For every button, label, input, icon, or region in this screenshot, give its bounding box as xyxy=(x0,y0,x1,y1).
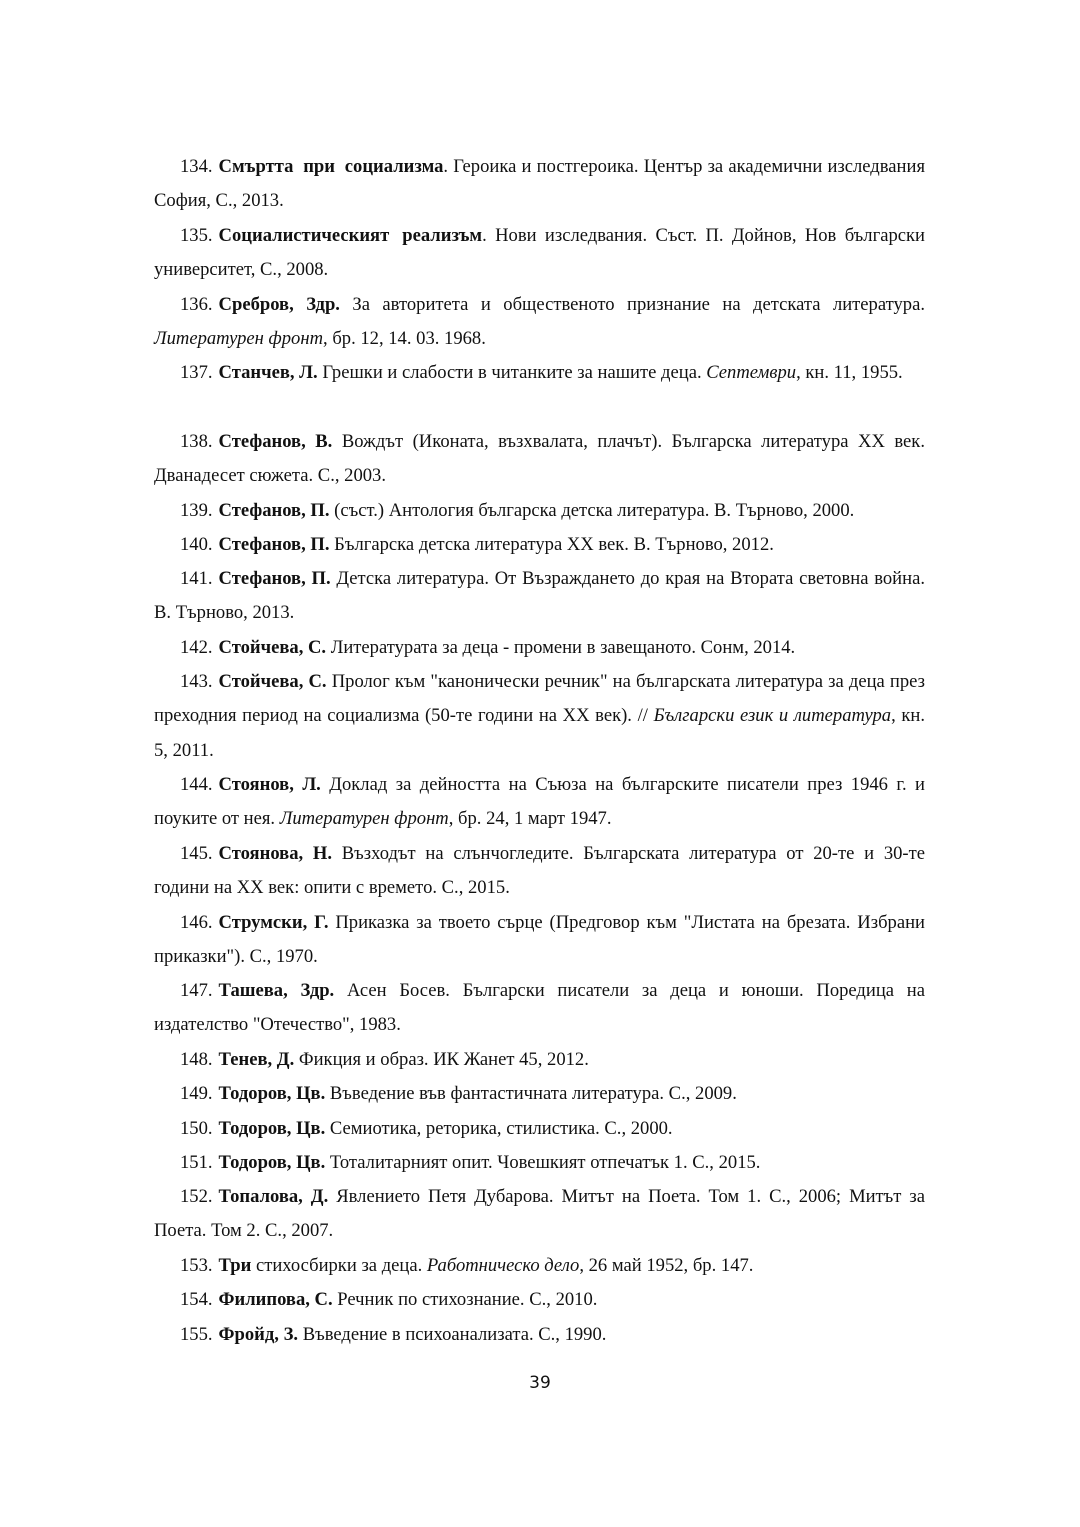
entry-author: Стоянова, Н. xyxy=(218,843,333,864)
entry-number: 141. xyxy=(180,568,213,589)
entry-text: (съст.) Антология българска детска литература. В. Търново, 2000. xyxy=(329,500,855,521)
entry-author: Сребров, Здр. xyxy=(218,294,340,315)
entry-author: Ташева, Здр. xyxy=(218,980,335,1001)
entry-text: Пролог към "канонически речник" на българската литература за деца през преходния период на социализма (50-те години на ХХ век). // xyxy=(154,671,925,727)
entry-author: Стойчева, С. xyxy=(218,637,327,658)
entry-author: Стойчева, С. xyxy=(218,671,327,692)
entry-number: 155. xyxy=(180,1324,213,1345)
entry-author: Стоянов, Л. xyxy=(218,774,321,795)
bibliography-entry-141 xyxy=(154,562,925,631)
entry-author: Фройд, З. xyxy=(218,1324,299,1345)
bibliography-entry-145 xyxy=(154,837,925,906)
entry-details: , 26 май 1952, бр. 147. xyxy=(579,1255,754,1276)
bibliography-entry-144 xyxy=(154,768,925,837)
bibliography-entry-143 xyxy=(154,665,925,768)
entry-source: Литературен фронт xyxy=(279,808,449,830)
entry-text: Възходът на слънчогледите. Българската литература от 20-те и 30-те години на ХХ век: опити с времето. С., 2015. xyxy=(154,843,925,899)
entry-text: Детска литература. От Възраждането до края на Втората световна война. В. Търново, 2013. xyxy=(154,568,925,624)
entry-source: Септември xyxy=(706,362,797,383)
entry-author: Социалистическият реализъм xyxy=(218,225,483,246)
entry-text: Литературата за деца - промени в завещаното. Сонм, 2014. xyxy=(326,637,796,658)
entry-details: , бр. 24, 1 март 1947. xyxy=(448,808,612,830)
entry-number: 144. xyxy=(180,774,213,795)
entry-author: Станчев, Л. xyxy=(218,362,318,383)
bibliography-entry-149 xyxy=(154,1077,925,1111)
bibliography-entry-147 xyxy=(154,974,925,1043)
entry-text: Приказка за твоето сърце (Предговор към "Листата на брезата. Избрани приказки"). С., 1970. xyxy=(154,912,925,968)
entry-text: Българска детска литература ХХ век. В. Търново, 2012. xyxy=(329,534,774,555)
entry-text: . Нови изследвания. Съст. П. Дойнов, Нов български университет, С., 2008. xyxy=(154,225,925,281)
entry-number: 153. xyxy=(180,1255,213,1276)
entry-number: 151. xyxy=(180,1152,213,1173)
bibliography-entry-155 xyxy=(154,1318,925,1352)
entry-number: 154. xyxy=(180,1289,213,1310)
bibliography-entry-138 xyxy=(154,425,925,494)
entry-number: 148. xyxy=(180,1049,213,1070)
bibliography-entry-150 xyxy=(154,1112,925,1146)
entry-text: Доклад за дейността на Съюза на българските писатели през 1946 г. и поуките от нея. xyxy=(154,774,926,830)
bibliography-entry-140 xyxy=(154,528,925,562)
bibliography-entry-148 xyxy=(154,1043,925,1077)
bibliography-entry-137 xyxy=(154,356,925,390)
entry-author: Стефанов, П. xyxy=(218,568,331,589)
bibliography-entry-136 xyxy=(154,288,925,357)
entry-number: 140. xyxy=(180,534,213,555)
entry-number: 147. xyxy=(180,980,213,1001)
bibliography-entry-154 xyxy=(154,1283,925,1317)
entry-number: 152. xyxy=(180,1186,213,1207)
entry-text: Фикция и образ. ИК Жанет 45, 2012. xyxy=(294,1049,589,1070)
entry-details: , бр. 12, 14. 03. 1968. xyxy=(323,328,486,350)
entry-number: 142. xyxy=(180,637,213,658)
entry-number: 145. xyxy=(180,843,213,864)
entry-text: Грешки и слабости в читанките за нашите деца. xyxy=(317,362,707,383)
entry-text: стихосбирки за деца. xyxy=(251,1255,427,1276)
entry-number: 138. xyxy=(180,431,213,452)
entry-author: Тодоров, Цв. xyxy=(218,1152,326,1173)
entry-number: 149. xyxy=(180,1083,213,1104)
entry-author: Топалова, Д. xyxy=(218,1186,329,1207)
bibliography-entry-134 xyxy=(154,150,925,219)
entry-author: Стефанов, В. xyxy=(218,431,333,452)
entry-number: 150. xyxy=(180,1118,213,1139)
bibliography-entry-152 xyxy=(154,1180,925,1249)
entry-author: Струмски, Г. xyxy=(218,912,329,933)
entry-number: 136. xyxy=(180,294,213,315)
entry-details: , кн. 5, 2011. xyxy=(154,705,925,761)
entry-text: Вождът (Иконата, възхвалата, плачът). Българска литература ХХ век. Дванадесет сюжета. С., 2003. xyxy=(154,431,925,487)
bibliography-entry-135 xyxy=(154,219,925,288)
entry-author: Стефанов, П. xyxy=(218,500,330,521)
entry-number: 135. xyxy=(180,225,213,246)
entry-text: За авторитета и общественото признание на детската литература. xyxy=(339,294,925,315)
bibliography-entry-139 xyxy=(154,494,925,528)
entry-author: Стефанов, П. xyxy=(218,534,330,555)
entry-text: Явлението Петя Дубарова. Митът на Поета. Том 1. С., 2006; Митът за Поета. Том 2. С., 2007. xyxy=(154,1186,925,1242)
entry-source: Български език и литература xyxy=(653,705,892,727)
entry-author: Тенев, Д. xyxy=(218,1049,295,1070)
entry-author: Тодоров, Цв. xyxy=(218,1083,326,1104)
entry-text: Семиотика, реторика, стилистика. С., 2000. xyxy=(325,1118,673,1139)
entry-number: 143. xyxy=(180,671,213,692)
entry-text: Въведение в психоанализата. С., 1990. xyxy=(298,1324,607,1345)
entry-source: Литературен фронт xyxy=(154,328,324,350)
entry-author: Смъртта при социализма xyxy=(218,156,444,177)
entry-author: Три xyxy=(218,1255,252,1276)
entry-text: . Героика и постгероика. Център за академични изследвания София, С., 2013. xyxy=(154,156,925,212)
entry-text: Въведение във фантастичната литература. С., 2009. xyxy=(325,1083,737,1104)
entry-text: Тоталитарният опит. Човешкият отпечатък 1. С., 2015. xyxy=(325,1152,761,1173)
bibliography-entry-146 xyxy=(154,906,925,975)
entry-text: Речник по стихознание. С., 2010. xyxy=(332,1289,598,1310)
bibliography-entry-142 xyxy=(154,631,925,665)
entry-author: Филипова, С. xyxy=(218,1289,333,1310)
entry-text: Асен Босев. Български писатели за деца и юноши. Поредица на издателство "Отечество", 1983. xyxy=(154,980,925,1036)
entry-number: 134. xyxy=(180,156,213,177)
page-number: 39 xyxy=(529,1373,551,1393)
entry-author: Тодоров, Цв. xyxy=(218,1118,326,1139)
entry-source: Работническо дело xyxy=(426,1255,580,1276)
entry-number: 137. xyxy=(180,362,213,383)
bibliography-entry-153 xyxy=(154,1249,925,1283)
entry-number: 139. xyxy=(180,500,213,521)
bibliography-entry-151 xyxy=(154,1146,925,1180)
entry-number: 146. xyxy=(180,912,213,933)
entry-details: , кн. 11, 1955. xyxy=(796,362,903,383)
